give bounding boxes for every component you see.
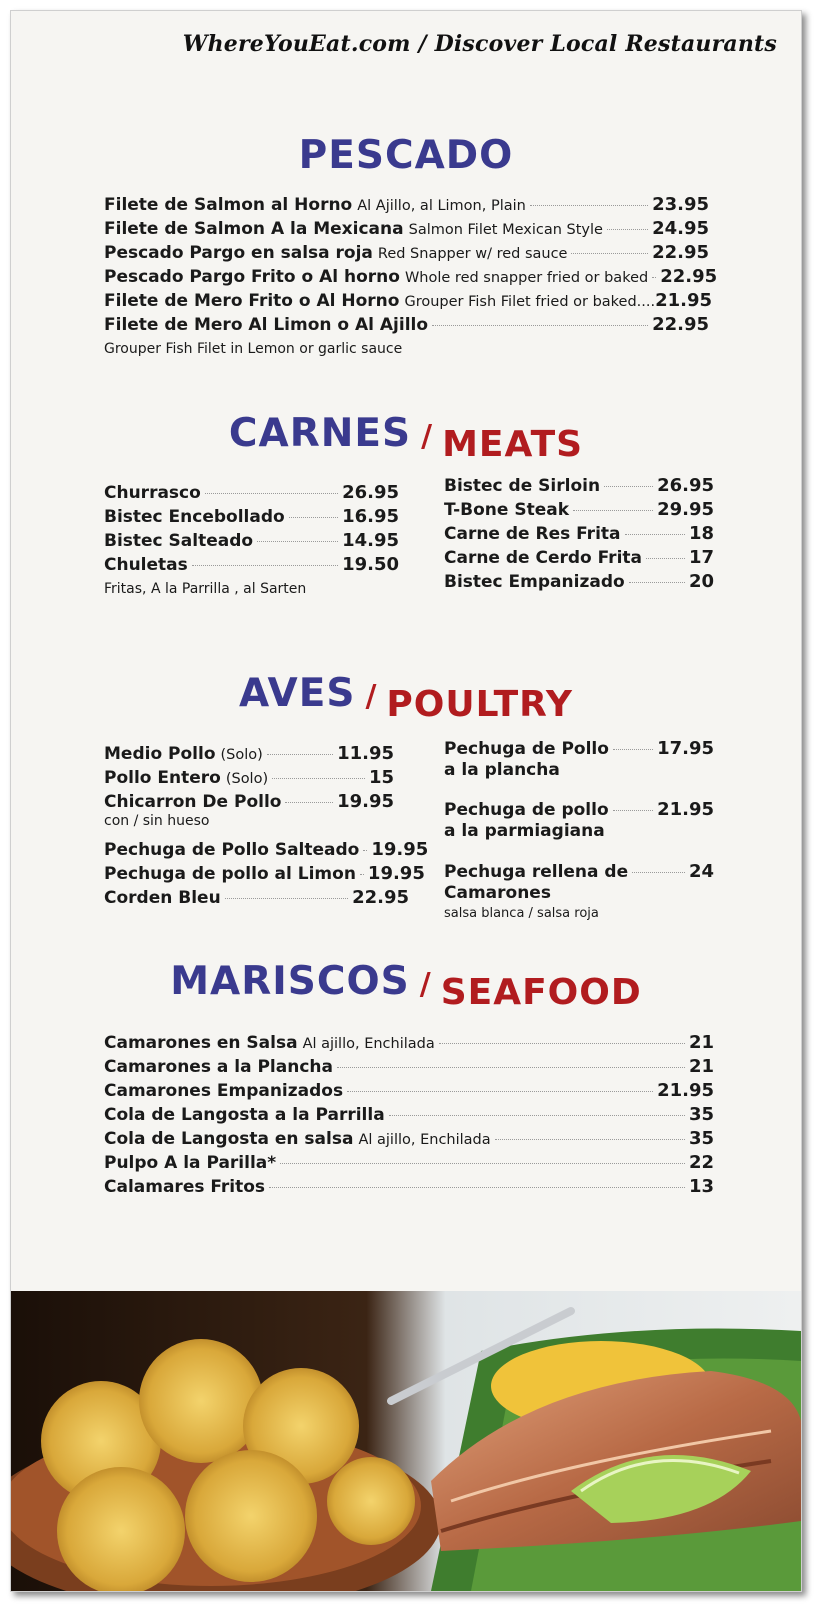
leader-dots	[289, 517, 338, 518]
leader-dots	[192, 565, 338, 566]
leader-dots	[257, 541, 338, 542]
item-price: 24	[688, 861, 714, 882]
item-name-line2	[444, 883, 551, 903]
item-name: Camarones Empanizados	[104, 1081, 344, 1101]
item-price: 22.95	[652, 242, 709, 263]
leader-dots	[573, 510, 653, 511]
item-name: Bistec Empanizado	[444, 572, 625, 592]
item-name: Filete de Mero Frito o Al Horno	[104, 291, 400, 311]
item-desc: Al ajillo, Enchilada	[302, 1036, 435, 1052]
item-price: 35	[688, 1104, 714, 1125]
leader-dots	[652, 277, 656, 278]
aves-heading	[11, 671, 801, 725]
item-note: salsa blanca / salsa roja	[444, 906, 599, 921]
site-watermark: WhereYouEat.com / Discover Local Restaurants	[182, 31, 777, 57]
leader-dots	[432, 325, 648, 326]
meats-title: MEATS	[442, 424, 584, 465]
item-name: Chuletas	[104, 555, 188, 575]
item-name: a la parmiagiana	[444, 821, 605, 841]
item-desc: Al ajillo, Enchilada	[358, 1132, 491, 1148]
leader-dots	[389, 1115, 685, 1116]
item-name: Pechuga rellena de	[444, 862, 629, 882]
item-name: Calamares Fritos	[104, 1177, 266, 1197]
item-desc: (Solo)	[225, 771, 269, 787]
item-desc: Red Snapper w/ red sauce	[377, 246, 568, 262]
menu-item	[104, 530, 399, 551]
item-desc: (Solo)	[220, 747, 263, 763]
menu-item	[104, 266, 718, 287]
item-price: 22.95	[660, 266, 718, 287]
item-price: 11.95	[337, 743, 394, 764]
item-price: 21.95	[657, 1080, 714, 1101]
item-name: Pechuga de Pollo Salteado	[104, 840, 360, 860]
menu-item	[444, 738, 714, 759]
item-desc: Al Ajillo, al Limon, Plain	[357, 198, 526, 214]
pescado-heading	[11, 133, 801, 178]
item-name: Pescado Pargo Frito o Al horno	[104, 267, 400, 287]
item-price: 14.95	[342, 530, 399, 551]
item-desc: Whole red snapper fried or baked	[404, 270, 649, 286]
leader-dots	[571, 253, 648, 254]
menu-item	[444, 571, 714, 592]
item-price: 22	[688, 1152, 714, 1173]
item-note: con / sin hueso	[104, 813, 210, 829]
item-name: Medio Pollo	[104, 744, 216, 764]
menu-item	[104, 242, 709, 263]
leader-dots	[629, 582, 685, 583]
item-name: Camarones	[444, 883, 551, 903]
item-price: 26.95	[657, 475, 714, 496]
item-price: 35	[688, 1128, 714, 1149]
heading-slash: /	[421, 419, 433, 454]
food-photo	[11, 1291, 801, 1591]
leader-dots	[607, 229, 648, 230]
item-name: Cola de Langosta a la Parrilla	[104, 1105, 385, 1125]
item-name: Filete de Salmon al Horno	[104, 195, 353, 215]
poultry-title: POULTRY	[386, 684, 573, 725]
menu-item	[104, 791, 394, 812]
leader-dots	[363, 850, 367, 851]
item-price: 19.95	[337, 791, 394, 812]
item-price: 15	[368, 767, 394, 788]
heading-slash: /	[419, 967, 431, 1002]
item-note: Fritas, A la Parrilla , al Sarten	[104, 581, 307, 597]
menu-item	[104, 554, 399, 575]
item-price: 29.95	[657, 499, 714, 520]
menu-item	[104, 1176, 714, 1197]
item-name: Churrasco	[104, 483, 201, 503]
item-name: Carne de Cerdo Frita	[444, 548, 642, 568]
menu-item	[104, 1032, 714, 1053]
leader-dots	[272, 778, 365, 779]
leader-dots	[439, 1043, 685, 1044]
menu-item	[104, 218, 709, 239]
item-price: 16.95	[342, 506, 399, 527]
menu-item	[444, 523, 714, 544]
menu-item	[104, 1128, 714, 1149]
carnes-title: CARNES	[228, 411, 412, 456]
item-name: Carne de Res Frita	[444, 524, 621, 544]
mariscos-title: MARISCOS	[170, 959, 410, 1004]
item-name-line2	[444, 760, 560, 780]
menu-item	[104, 314, 709, 335]
leader-dots	[613, 810, 653, 811]
item-note: Grouper Fish Filet in Lemon or garlic sauce	[104, 341, 403, 357]
item-name: Bistec Encebollado	[104, 507, 285, 527]
item-price: 18	[688, 523, 714, 544]
item-name: T-Bone Steak	[444, 500, 570, 520]
item-name: Pollo Entero	[104, 768, 221, 788]
menu-item	[104, 887, 409, 908]
item-price: 21	[688, 1056, 714, 1077]
item-price: 22.95	[652, 314, 709, 335]
menu-item	[104, 743, 394, 764]
menu-item	[104, 290, 713, 311]
menu-item	[104, 506, 399, 527]
menu-item	[444, 475, 714, 496]
menu-item	[104, 839, 429, 860]
menu-item	[104, 767, 394, 788]
aves-title: AVES	[239, 671, 356, 716]
leader-dots	[285, 802, 333, 803]
item-name: Camarones a la Plancha	[104, 1057, 333, 1077]
leader-dots	[613, 749, 653, 750]
item-price: 21.95	[655, 290, 713, 311]
item-price: 22.95	[352, 887, 409, 908]
menu-item	[104, 482, 399, 503]
item-name: a la plancha	[444, 760, 560, 780]
menu-item	[444, 547, 714, 568]
leader-dots	[530, 205, 648, 206]
leader-dots	[604, 486, 653, 487]
item-price: 19.50	[342, 554, 399, 575]
item-price: 20	[688, 571, 714, 592]
item-price: 24.95	[652, 218, 709, 239]
item-price: 19.95	[367, 863, 425, 884]
menu-item	[444, 861, 714, 882]
item-price: 17.95	[657, 738, 714, 759]
mariscos-heading	[11, 959, 801, 1013]
item-price: 21	[688, 1032, 714, 1053]
item-name: Pechuga de pollo al Limon	[104, 864, 356, 884]
leader-dots	[495, 1139, 685, 1140]
item-name: Bistec de Sirloin	[444, 476, 601, 496]
carnes-heading	[11, 411, 801, 465]
item-price: 13	[688, 1176, 714, 1197]
item-name: Chicarron De Pollo	[104, 792, 282, 812]
item-name: Pulpo A la Parilla*	[104, 1153, 277, 1173]
menu-item	[104, 194, 709, 215]
menu-item	[444, 799, 714, 820]
item-price: 21.95	[657, 799, 714, 820]
item-desc: Salmon Filet Mexican Style	[408, 222, 603, 238]
leader-dots	[632, 872, 685, 873]
item-name: Pechuga de Pollo	[444, 739, 609, 759]
leader-dots	[205, 493, 338, 494]
item-price: 23.95	[652, 194, 709, 215]
item-name: Filete de Mero Al Limon o Al Ajillo	[104, 315, 429, 335]
leader-dots	[280, 1163, 685, 1164]
leader-dots	[625, 534, 685, 535]
item-price: 19.95	[371, 839, 429, 860]
leader-dots	[360, 874, 364, 875]
item-price: 26.95	[342, 482, 399, 503]
menu-item	[104, 1104, 714, 1125]
menu-item	[104, 1152, 714, 1173]
item-name: Pescado Pargo en salsa roja	[104, 243, 373, 263]
menu-item	[104, 1080, 714, 1101]
pescado-title: PESCADO	[298, 133, 514, 178]
item-name: Bistec Salteado	[104, 531, 254, 551]
menu-item	[104, 863, 425, 884]
leader-dots	[225, 898, 348, 899]
leader-dots	[269, 1187, 685, 1188]
heading-slash: /	[365, 679, 377, 714]
item-name: Camarones en Salsa	[104, 1033, 298, 1053]
menu-item	[104, 1056, 714, 1077]
item-name: Corden Bleu	[104, 888, 221, 908]
item-name: Filete de Salmon A la Mexicana	[104, 219, 404, 239]
leader-dots	[267, 754, 333, 755]
item-price: 17	[688, 547, 714, 568]
item-name-line2	[444, 821, 605, 841]
menu-item	[444, 499, 714, 520]
item-name: Cola de Langosta en salsa	[104, 1129, 354, 1149]
item-name: Pechuga de pollo	[444, 800, 609, 820]
leader-dots	[347, 1091, 653, 1092]
item-desc: Grouper Fish Filet fried or baked....	[404, 294, 656, 310]
seafood-title: SEAFOOD	[440, 972, 642, 1013]
leader-dots	[337, 1067, 685, 1068]
menu-page	[10, 10, 802, 1592]
leader-dots	[646, 558, 685, 559]
